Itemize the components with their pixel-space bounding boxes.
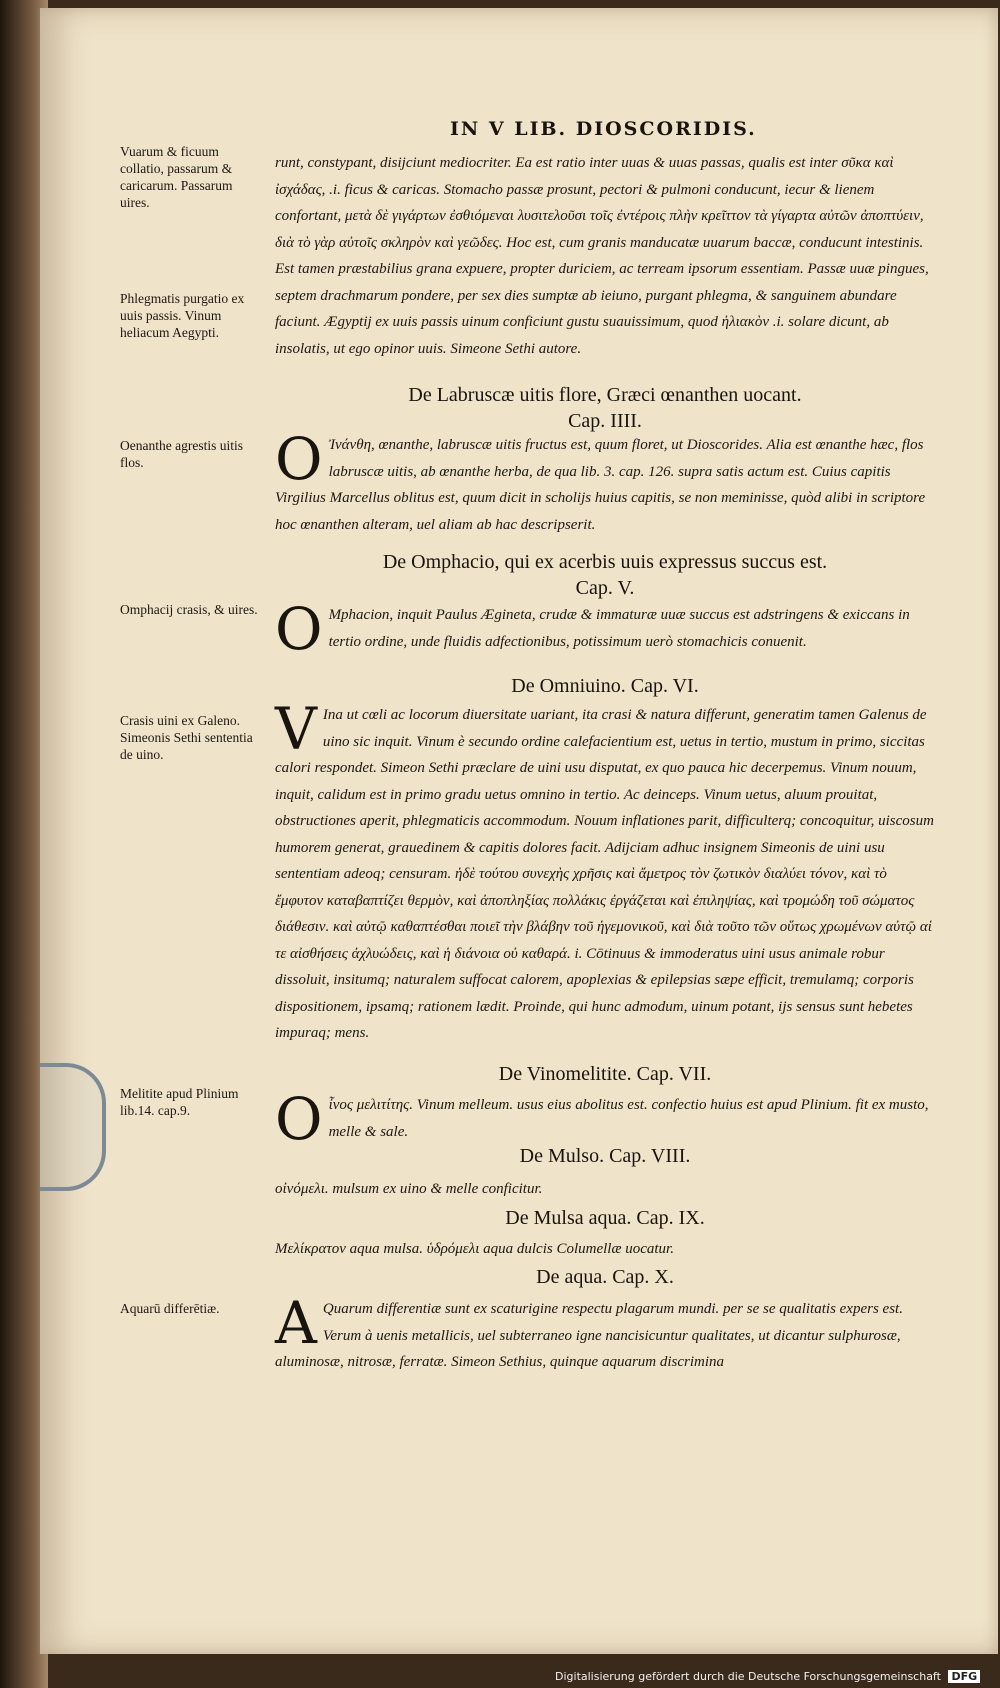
chapter-title: De Labruscæ uitis flore, Græci œnanthen uocant.: [408, 384, 802, 406]
drop-cap: O: [275, 425, 323, 493]
margin-note: Aquarū differētiæ.: [120, 1301, 220, 1316]
footer-text: Digitalisierung gefördert durch die Deutsche Forschungsgemeinschaft: [555, 1670, 941, 1683]
margin-note: Omphacij crasis, & uires.: [120, 602, 258, 617]
drop-cap: V: [275, 695, 317, 763]
chapter-heading: [275, 673, 935, 699]
margin-note: Melitite apud Plinium lib.14. cap.9.: [120, 1086, 239, 1118]
body-paragraph: [275, 695, 935, 1042]
margin-note: Oenanthe agrestis uitis flos.: [120, 438, 243, 470]
chapter-title: De Omniuino.: [511, 675, 626, 697]
paragraph-text: Ἰνάνθη, œnanthe, labruscæ uitis fructus est, quum floret, ut Dioscorides. Alia est œnanthe hæc, flos labruscæ uitis, ab œnanthe herba, de qua lib. 3. cap. 126. supra satis actum est. Cuius capitis Virgilius Marcellus oblitus est, quum dicit in scholijs huius capitis, se non meminisse, quòd alibi in scriptore hoc œnanthen alteram, uel aliam ab hac descripserit.: [275, 437, 926, 533]
chapter-title: De Vinomelitite.: [498, 1063, 632, 1085]
paragraph-text: ἶνος μελιτίτης. Vinum melleum. usus eius abolitus est. confectio huius est apud Plinium. fit ex musto, melle & sale.: [328, 1097, 929, 1140]
chapter-heading: [275, 1205, 935, 1231]
chapter-number: Cap. VIII.: [609, 1145, 691, 1167]
chapter-number: Cap. IIII.: [568, 410, 642, 432]
drop-cap: O: [275, 1085, 323, 1153]
chapter-title: De Omphacio, qui ex acerbis uuis expressus succus est.: [382, 551, 828, 573]
margin-note: Crasis uini ex Galeno. Simeonis Sethi sententia de uino.: [120, 713, 253, 762]
paragraph-text: Ina ut cœli ac locorum diuersitate uariant, ita crasi & natura differunt, generatim tamen Galenus de uino sic inquit. Vinum è secundo ordine calefacientium est, uetus in tertio, mustum in primo, siccitas calori respondet. Simeon Sethi præclare de uini usu disputat, ex quo pauca hic decerpemus. Vinum nouum, inquit, calidum est in primo gradu uetus omnino in tertio. Ac deinceps. Vinum uetus, aluum prouitat, obstructiones aperit, phlegmaticis accommodum. Nouum inflationes parit, difficulterq; concoquitur, uiscosum humorem generat, grauedinem & capitis dolores facit. Adijciam adhuc insignem Simeonis de uini usu sententiam adeoq; censuram. ἡδὲ τούτου συνεχὴς χρῆσις καὶ ἄμετρος τὸν ζωτικὸν διαλύει τόνον, καὶ τὸ ἔμφυτον καταβαπτίζει θερμὸν, καὶ ἀποπληξίας πολλάκις ἐργάζεται καὶ ἐπιληψίας, καὶ τρομώδη τοῦ σώματος διάθεσιν. καὶ αὐτῷ καθαπτέσθαι ποιεῖ τὴν βλάβην τοῦ ἡγεμονικοῦ, καὶ διὰ τοῦτο τῶν οὕτως χρωμένων αὐτῷ αἱ τε αἰσθήσεις ἀχλυώδεις, καὶ ἡ διάνοια οὐ καθαρά. i. Cōtinuus & immoderatus uini usus animale robur dissoluit, insitumq; naturalem suffocat calorem, apoplexias & epilepsias sæpe efficit, tremulamq; corporis dispositionem, ipsamq; rationem lædit. Proinde, qui hunc admodum, uinum potant, ijs sensus sunt hebetes impuraq; mens.: [275, 707, 934, 1041]
chapter-number: Cap. VII.: [636, 1063, 712, 1085]
body-paragraph: [275, 1289, 935, 1386]
dfg-logo: DFG: [948, 1670, 980, 1683]
running-head: IN V LIB. DIOSCORIDIS.: [450, 118, 757, 140]
chapter-number: Cap. VI.: [630, 675, 699, 697]
chapter-number: Cap. IX.: [636, 1207, 705, 1229]
body-paragraph: Μελίκρατον aqua mulsa. ὑδρόμελι aqua dulcis Columellæ uocatur.: [275, 1241, 674, 1257]
drop-cap: O: [275, 595, 323, 663]
chapter-title: De aqua.: [536, 1266, 608, 1288]
body-paragraph: [275, 425, 935, 533]
chapter-title: De Mulso.: [519, 1145, 605, 1167]
chapter-heading: [275, 549, 935, 601]
paragraph-text: Quarum differentiæ sunt ex scaturigine respectu plagarum mundi. per se se qualitatis expers est. Verum à uenis metallicis, uel subterraneo igne nancisicuntur qualitates, ut dicantur sulphurosæ, aluminosæ, nitrosæ, ferratæ. Simeon Sethius, quinque aquarum discrimina: [275, 1301, 903, 1370]
chapter-title: De Mulsa aqua.: [505, 1207, 632, 1229]
paper-clip: [40, 1063, 106, 1191]
body-paragraph: [275, 595, 935, 676]
chapter-heading: [275, 1061, 935, 1087]
chapter-heading: [275, 382, 935, 434]
drop-cap: A: [275, 1289, 317, 1357]
body-paragraph: runt, constypant, disijciunt mediocriter. Ea est ratio inter uuas & uuas passas, qualis est inter σῦκα καὶ ἰσχάδας, .i. ficus & caricas. Stomacho passæ prosunt, pectori & pulmoni conducunt, iecur & lienem confortant, μετὰ δὲ γιγάρτων ἐσθιόμεναι λυσιτελοῦσι τοῖς ἐντέροις πλὴν κρεῖττον τὰ γίγαρτα αὐτῶν ἀποπτύειν, διὰ τὸ γὰρ αὐτοῖς σκληρὸν καὶ γεῶδες. Hoc est, cum granis manducatæ uuarum baccæ, conducunt intestinis. Est tamen præstabilius grana expuere, propter duriciem, ac terream ipsorum essentiam. Passæ uuæ pingues, septem drachmarum pondere, per sex dies sumptæ ab ieiuno, purgant phlegma, & sanguinem abundare faciunt. Ægyptij ex uuis passis uinum conficiunt gustu suauissimum, quod ἡλιακὸν .i. solare dicunt, ab insolatis, ut ego opinor uuis. Simeone Sethi autore.: [275, 155, 929, 357]
chapter-heading: [275, 1143, 935, 1169]
paragraph-text: Mphacion, inquit Paulus Ægineta, crudæ & immaturæ uuæ succus est adstringens & exiccans in tertio ordine, unde fluidis adfectionibus, potissimum uerò stomachicis conuenit.: [328, 607, 910, 650]
chapter-number: Cap. V.: [575, 577, 635, 599]
body-paragraph: [275, 1085, 935, 1153]
margin-note: Vuarum & ficuum collatio, passarum & caricarum. Passarum uires.: [120, 144, 233, 210]
digitization-footer: [555, 1670, 980, 1683]
margin-note: Phlegmatis purgatio ex uuis passis. Vinum heliacum Aegypti.: [120, 291, 245, 340]
chapter-heading: [275, 1264, 935, 1290]
chapter-number: Cap. X.: [612, 1266, 674, 1288]
body-paragraph: οἰνόμελι. mulsum ex uino & melle conficitur.: [275, 1181, 543, 1197]
